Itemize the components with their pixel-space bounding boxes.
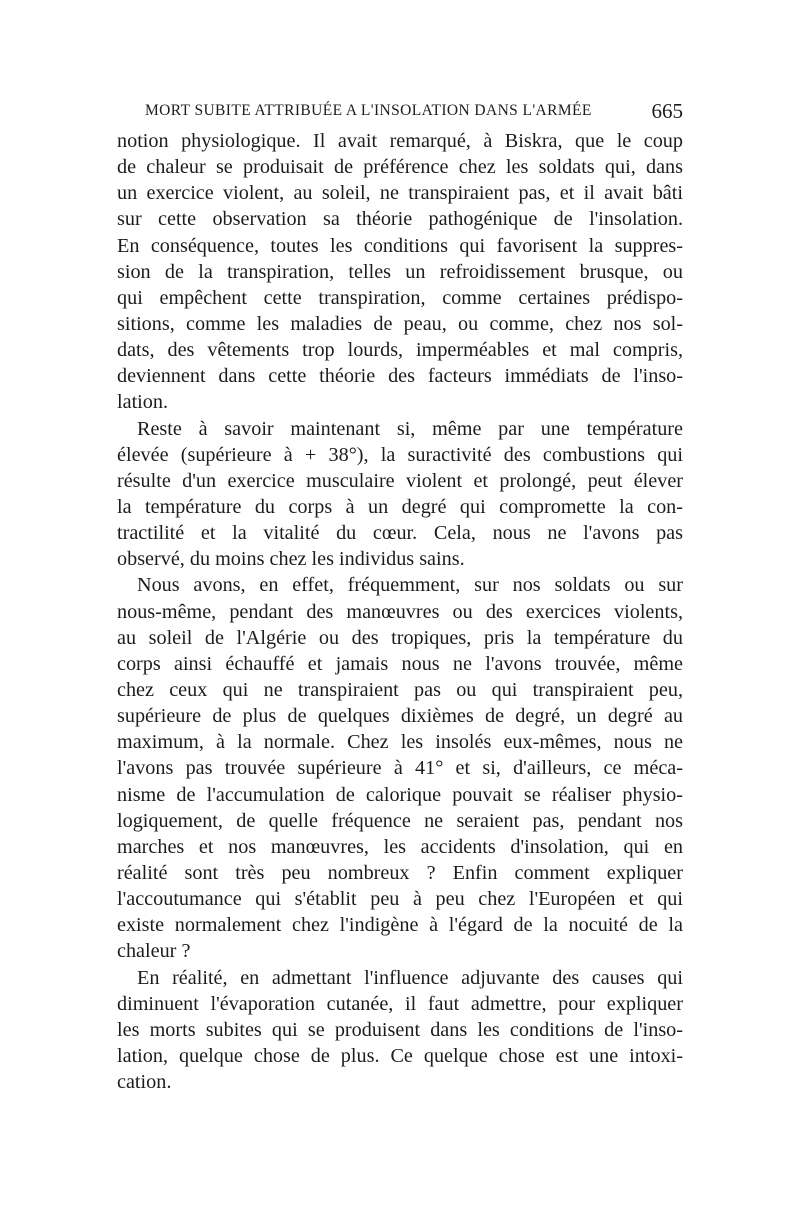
text-line: marches et nos manœuvres, les accidents d'insolation, qui en	[117, 835, 683, 858]
text-line: de chaleur se produisait de préférence chez les soldats qui, dans	[117, 156, 683, 179]
text-line: cation.	[117, 1071, 172, 1094]
text-line: logiquement, de quelle fréquence ne seraient pas, pendant nos	[117, 809, 683, 832]
text-line: supérieure de plus de quelques dixièmes de degré, un degré au	[117, 705, 683, 728]
text-line: Reste à savoir maintenant si, même par une température	[137, 417, 683, 440]
paragraph	[117, 965, 683, 1096]
text-line: élevée (supérieure à + 38°), la suractivité des combustions qui	[117, 443, 683, 466]
text-line: dats, des vêtements trop lourds, imperméables et mal compris,	[117, 339, 683, 362]
page-number: 665	[651, 99, 683, 123]
text-line: diminuent l'évaporation cutanée, il faut admettre, pour expliquer	[117, 992, 683, 1015]
text-line: l'avons pas trouvée supérieure à 41° et si, d'ailleurs, ce méca-	[117, 757, 683, 780]
body-text	[117, 128, 683, 1095]
text-line: observé, du moins chez les individus sains.	[117, 548, 465, 571]
text-line: résulte d'un exercice musculaire violent et prolongé, peut élever	[117, 469, 683, 492]
text-line: lation, quelque chose de plus. Ce quelque chose est une intoxi-	[117, 1044, 683, 1067]
text-line: au soleil de l'Algérie ou des tropiques, pris la température du	[117, 626, 683, 649]
text-line: maximum, à la normale. Chez les insolés eux-mêmes, nous ne	[117, 731, 683, 754]
text-line: Nous avons, en effet, fréquemment, sur nos soldats ou sur	[137, 574, 683, 597]
paragraph	[117, 128, 683, 416]
text-line: lation.	[117, 391, 169, 414]
text-line: un exercice violent, au soleil, ne transpiraient pas, et il avait bâti	[117, 182, 683, 205]
text-line: En conséquence, toutes les conditions qui favorisent la suppres-	[117, 234, 683, 257]
text-line: chaleur ?	[117, 940, 191, 963]
text-line: sion de la transpiration, telles un refroidissement brusque, ou	[117, 260, 683, 283]
text-line: chez ceux qui ne transpiraient pas ou qui transpiraient peu,	[117, 678, 683, 701]
text-line: l'accoutumance qui s'établit peu à peu chez l'Européen et qui	[117, 888, 683, 911]
text-line: tractilité et la vitalité du cœur. Cela, nous ne l'avons pas	[117, 522, 683, 545]
paragraph	[117, 572, 683, 964]
text-line: nous-même, pendant des manœuvres ou des exercices violents,	[117, 600, 683, 623]
text-line: nisme de l'accumulation de calorique pouvait se réaliser physio-	[117, 783, 683, 806]
text-line: réalité sont très peu nombreux ? Enfin comment expliquer	[117, 861, 683, 884]
running-title: MORT SUBITE ATTRIBUÉE A L'INSOLATION DANS L'ARMÉE	[145, 102, 592, 119]
text-line: sitions, comme les maladies de peau, ou comme, chez nos sol-	[117, 312, 683, 335]
text-line: la température du corps à un degré qui compromette la con-	[117, 495, 683, 518]
text-line: les morts subites qui se produisent dans les conditions de l'inso-	[117, 1018, 683, 1041]
text-line: sur cette observation sa théorie pathogénique de l'insolation.	[117, 208, 683, 231]
text-line: existe normalement chez l'indigène à l'égard de la nocuité de la	[117, 914, 683, 937]
text-line: corps ainsi échauffé et jamais nous ne l'avons trouvée, même	[117, 652, 683, 675]
text-line: notion physiologique. Il avait remarqué, à Biskra, que le coup	[117, 130, 683, 152]
text-line: qui empêchent cette transpiration, comme certaines prédispo-	[117, 286, 683, 309]
paragraph	[117, 416, 683, 573]
running-head	[117, 96, 683, 126]
text-line: deviennent dans cette théorie des facteurs immédiats de l'inso-	[117, 365, 683, 388]
text-line: En réalité, en admettant l'influence adjuvante des causes qui	[137, 966, 683, 989]
